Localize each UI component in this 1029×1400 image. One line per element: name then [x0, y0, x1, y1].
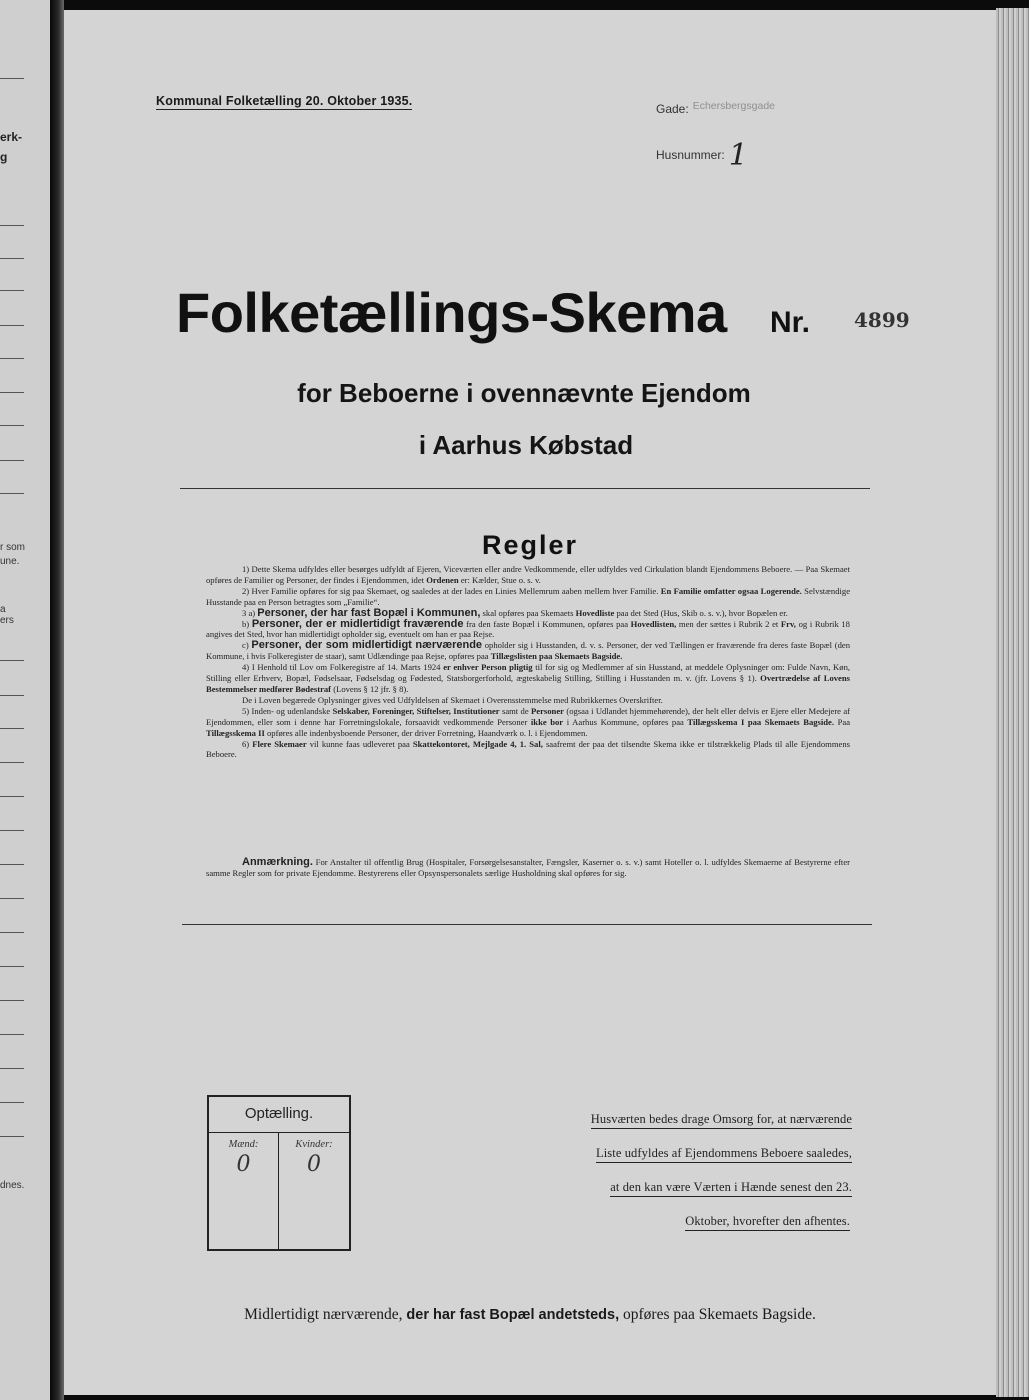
divider [182, 924, 872, 925]
form-number-label: Nr. [770, 306, 811, 339]
form-subtitle: for Beboerne i ovennævnte Ejendom [297, 378, 751, 408]
rule-3b: b) Personer, der er midlertidigt fraværende fra den faste Bopæl i Kommunen, opføres paa Hovedlisten, men der sættes i Rubrik 2 et Frv, og i Rubrik 18 angives det Sted, hvor han midlertidigt opholder sig, eventuelt om han er paa Rejse. [206, 617, 850, 640]
street-label: Gade: [656, 102, 689, 116]
notice-line: at den kan være Værten i Hænde senest den 23. [610, 1180, 852, 1197]
house-number-label: Husnummer: [656, 148, 725, 162]
book-gutter [50, 0, 64, 1400]
remark-label: Anmærkning. [242, 856, 313, 868]
left-fragment: erk- [0, 130, 23, 144]
rule-6: 6) Flere Skemaer vil kunne faas udleveret paa Skattekontoret, Mejlgade 4, 1. Sal, saafremt der paa det tilsendte Skema ikke er tilstrækkelig Plads til alle Ejendommens Beboere. [206, 738, 850, 760]
previous-page-strip [0, 0, 50, 1400]
women-label: Kvinder: [295, 1139, 333, 1150]
rule-3a: 3 a) Personer, der har fast Bopæl i Kommunen, skal opføres paa Skemaets Hovedliste paa det Sted (Hus, Skib o. s. v.), hvor Bopælen er. [242, 606, 788, 619]
left-fragment: ers [0, 615, 14, 626]
rules-heading: Regler [481, 530, 579, 560]
women-column [279, 1133, 349, 1249]
women-count: 0 [307, 1152, 321, 1177]
rule-1: 1) Dette Skema udfyldes eller besørges udfyldt af Ejeren, Viceværten eller andre Vedkommende, eller udfyldes ved Cirkulation blandt Ejendommens Beboere. — Paa Skemaet opføres de Familier og Personer, der findes i Ejendommen, idet Ordenen er: Kælder, Stue o. s. v. [206, 564, 850, 585]
left-fragment: a [0, 604, 6, 615]
count-box-title: Optælling. [209, 1097, 349, 1133]
house-number-field [656, 138, 748, 173]
count-box [207, 1095, 351, 1251]
rule-4-continued: De i Loven begærede Oplysninger gives ved Udfyldelsen af Skemaet i Overensstemmelse med Rubrikkernes Overskrifter. [242, 694, 663, 705]
street-value: Echersbergsgade [692, 100, 776, 112]
rule-3c: c) Personer, der som midlertidigt nærværende opholder sig i Husstanden, d. v. s. Personer, der ved Tællingen er fraværende fra deres faste Bopæl (den Kommune, i hvis Folkeregister de staar), samt Udlændinge paa Rejse, opføres paa Tillægslisten paa Skemaets Bagside. [206, 639, 850, 662]
footer-bold: der har fast Bopæl andetsteds, [406, 1307, 620, 1323]
left-fragment: dnes. [0, 1180, 25, 1191]
men-count: 0 [236, 1152, 251, 1177]
census-title: Kommunal Folketælling 20. Oktober 1935. [156, 94, 413, 108]
men-label: Mænd: [228, 1139, 259, 1150]
house-number-value: 1 [728, 138, 748, 173]
remark-paragraph [206, 857, 850, 880]
rules-text [206, 564, 850, 760]
rule-2: 2) Hver Familie opføres for sig paa Skemaet, og saaledes at der lades en Linies Mellemrum aaben mellem hver Familie. En Familie omfatter ogsaa Logerende. Selvstændige Husstande paa en Person betragtes som „Familie“. [206, 585, 851, 607]
left-fragment: g [0, 150, 8, 164]
divider [180, 488, 870, 489]
form-main-title: Folketællings-Skema [176, 281, 727, 344]
left-fragment: une. [0, 556, 20, 567]
rule-5: 5) Inden- og udenlandske Selskaber, Foreninger, Stiftelser, Institutioner samt de Personer (ogsaa i Udlandet hjemmehørende), der helt eller delvis er Ejere eller Medejere af Ejendommen, eller som i denne har Forretningslokale, forsaavidt vedkommende Personer ikke bor i Aarhus Kommune, opføres paa Tillægsskema I paa Skemaets Bagside. Paa Tillægsskema II opføres alle indenbysboende Personer, der driver Forretning, Haandværk o. l. i Ejendommen. [206, 705, 851, 738]
street-field [656, 100, 775, 116]
notice-line: Liste udfyldes af Ejendommens Beboere saaledes, [596, 1146, 852, 1163]
census-form-page [64, 10, 996, 1395]
remark-text: For Anstalter til offentlig Brug (Hospitaler, Forsørgelsesanstalter, Fængsler, Kaserner o. s. v.) samt Hoteller o. l. udfyldes Skemaerne af Bestyrerne efter samme Regler som for private Ejendomme. Bestyrerens eller Opsynspersonalets særlige Husholdning skal opføres for sig. [206, 857, 850, 879]
form-location: i Aarhus Købstad [418, 430, 634, 460]
footer-note [64, 1306, 996, 1324]
notice-line: Oktober, hvorefter den afhentes. [685, 1214, 850, 1231]
form-number-value: 4899 [854, 308, 910, 332]
notice-line: Husværten bedes drage Omsorg for, at nærværende [591, 1112, 852, 1129]
men-column [209, 1133, 279, 1249]
footer-part: opføres paa Skemaets Bagside. [623, 1306, 816, 1323]
rule-4: 4) I Henhold til Lov om Folkeregistre af 14. Marts 1924 er enhver Person pligtig til for sig og Medlemmer af sin Husstand, at meddele Oplysninger om: Fulde Navn, Køn, Stilling eller Erhverv, Bopæl, Fødselsaar, Fødselsdag og Fødested, Statsborgerforhold, ægteskabelig Stilling, Stilling i Husstanden m. v. (jfr. Lovens § 1). Overtrædelse af Lovens Bestemmelser medfører Bødestraf (Lovens § 12 jfr. § 8). [206, 662, 851, 694]
footer-part: Midlertidigt nærværende, [244, 1306, 403, 1323]
page-edges [996, 8, 1029, 1397]
left-fragment: r som [0, 542, 25, 553]
